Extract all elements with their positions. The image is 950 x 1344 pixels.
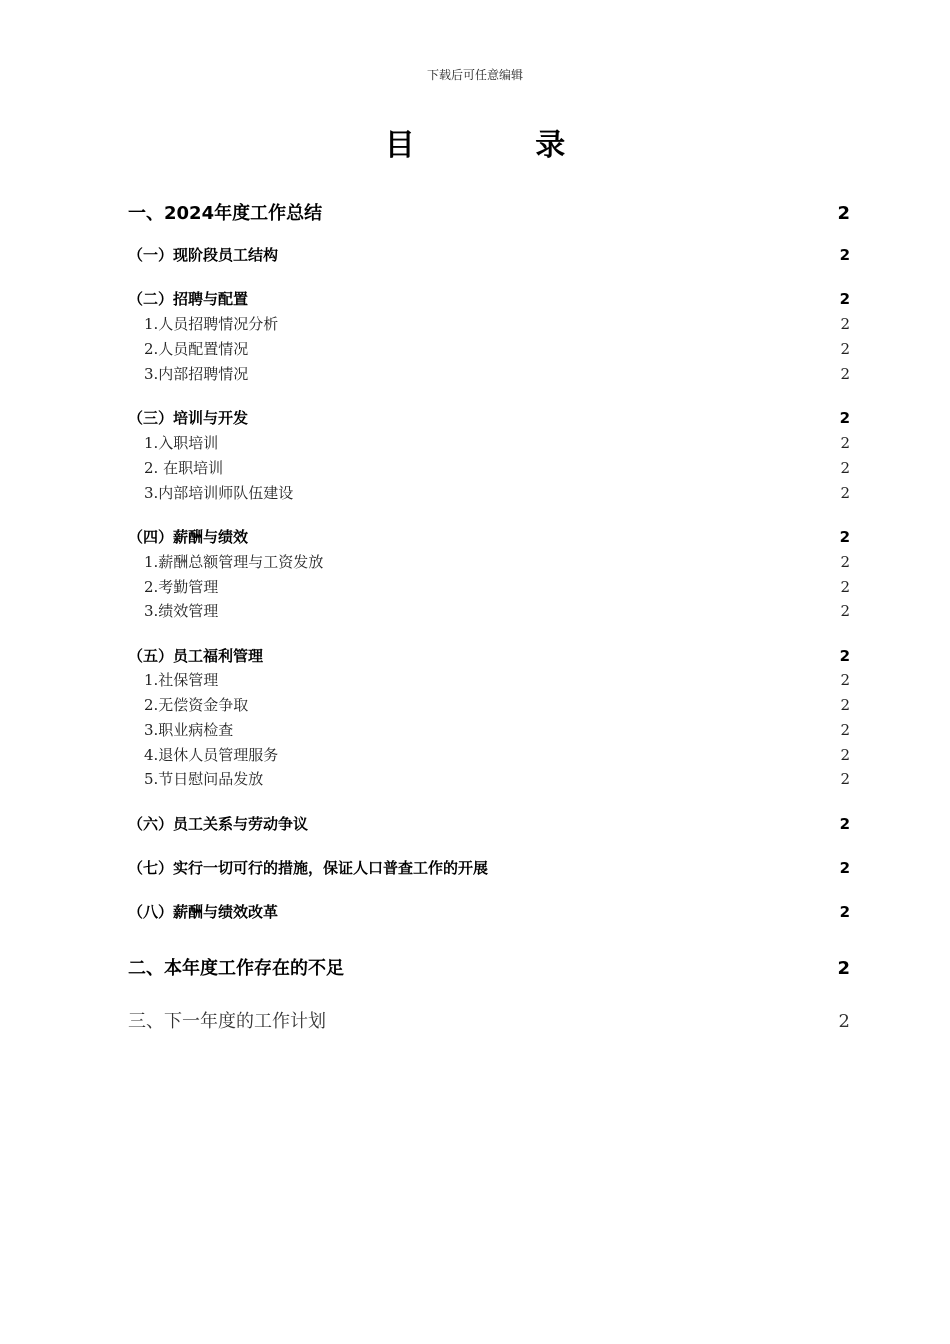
toc-entry-page: 2 [840,553,850,571]
toc-entry[interactable] [128,719,850,740]
toc-entry-page: 2 [839,246,850,264]
toc-entry-page: 2 [840,671,850,689]
toc-entry-page: 2 [840,434,850,452]
toc-entry-label: 3.职业病检查 [144,721,234,739]
toc-entry[interactable] [128,768,850,789]
toc-entry[interactable] [128,407,850,428]
toc-entry[interactable] [128,576,850,597]
toc-entry-page: 2 [839,815,850,833]
toc-entry-label: 3.内部招聘情况 [144,365,249,383]
toc-entry[interactable] [128,645,850,666]
toc-entry-label: 5.节日慰问品发放 [144,770,264,788]
toc-entry-page: 2 [839,528,850,546]
toc-entry[interactable] [128,313,850,334]
toc-entry[interactable] [128,363,850,384]
page-header: 下载后可任意编辑 [426,68,523,82]
toc-entry-label: （六）员工关系与劳动争议 [128,815,309,833]
toc-entry-page: 2 [840,721,850,739]
toc-entry-label: （四）薪酬与绩效 [128,528,249,546]
toc-entry-page: 2 [840,770,850,788]
toc-entry[interactable] [128,669,850,690]
toc-entry[interactable] [128,600,850,621]
toc-entry-label: 2.无偿资金争取 [144,696,249,714]
toc-entry-page: 2 [839,647,850,665]
toc-entry-page: 2 [840,696,850,714]
toc-entry-label: 二、本年度工作存在的不足 [128,958,344,979]
toc-entry-label: （二）招聘与配置 [128,290,249,308]
toc-entry-label: 4.退休人员管理服务 [144,746,279,764]
toc-entry-label: 3.绩效管理 [144,602,219,620]
toc-entry-page: 2 [839,409,850,427]
toc-entry-label: 2.人员配置情况 [144,340,249,358]
toc-entry[interactable] [128,551,850,572]
toc-entry-label: （一）现阶段员工结构 [128,246,279,264]
toc-entry-label: （七）实行一切可行的措施，保证人口普查工作的开展 [128,859,489,877]
toc-entry[interactable] [128,901,850,922]
toc-entry[interactable] [128,482,850,503]
toc-entry[interactable] [128,457,850,478]
toc-entry-page: 2 [839,859,850,877]
toc-entry[interactable] [128,813,850,834]
toc-entry-label: 3.内部培训师队伍建设 [144,484,294,502]
toc-entry-label: （八）薪酬与绩效改革 [128,903,279,921]
toc-entry-section-3[interactable] [128,1007,850,1033]
toc-entry-page: 2 [837,958,850,979]
toc-entry-page: 2 [840,459,850,477]
toc-entry-label: 三、下一年度的工作计划 [128,1011,326,1032]
toc-entry-page: 2 [840,340,850,358]
toc-entry[interactable] [128,694,850,715]
toc-entry-label: 1.薪酬总额管理与工资发放 [144,553,324,571]
toc-entry-section-1[interactable] [128,199,850,225]
toc-entry-label: 1.人员招聘情况分析 [144,315,279,333]
toc-entry-page: 2 [840,315,850,333]
toc-entry-label: 一、2024年度工作总结 [128,203,323,224]
toc-entry-label: 2. 在职培训 [144,459,224,477]
toc-entry[interactable] [128,244,850,265]
toc-entry[interactable] [128,338,850,359]
toc-entry-page: 2 [840,578,850,596]
toc-entry[interactable] [128,857,850,878]
toc-entry-label: （五）员工福利管理 [128,647,264,665]
toc-entry-label: 1.入职培训 [144,434,219,452]
toc-entry-section-2[interactable] [128,954,850,980]
toc-entry-label: （三）培训与开发 [128,409,249,427]
toc-entry-page: 2 [840,484,850,502]
toc-entry-page: 2 [839,290,850,308]
toc-entry-page: 2 [840,365,850,383]
toc-title: 目 录 [384,128,621,163]
toc-entry[interactable] [128,526,850,547]
toc-entry[interactable] [128,744,850,765]
toc-entry[interactable] [128,288,850,309]
toc-entry[interactable] [128,432,850,453]
toc-entry-page: 2 [840,602,850,620]
toc-entry-label: 2.考勤管理 [144,578,219,596]
toc-entry-page: 2 [837,203,850,224]
toc-entry-page: 2 [840,746,850,764]
toc-entry-label: 1.社保管理 [144,671,219,689]
toc-entry-page: 2 [838,1011,850,1032]
toc-entry-page: 2 [839,903,850,921]
